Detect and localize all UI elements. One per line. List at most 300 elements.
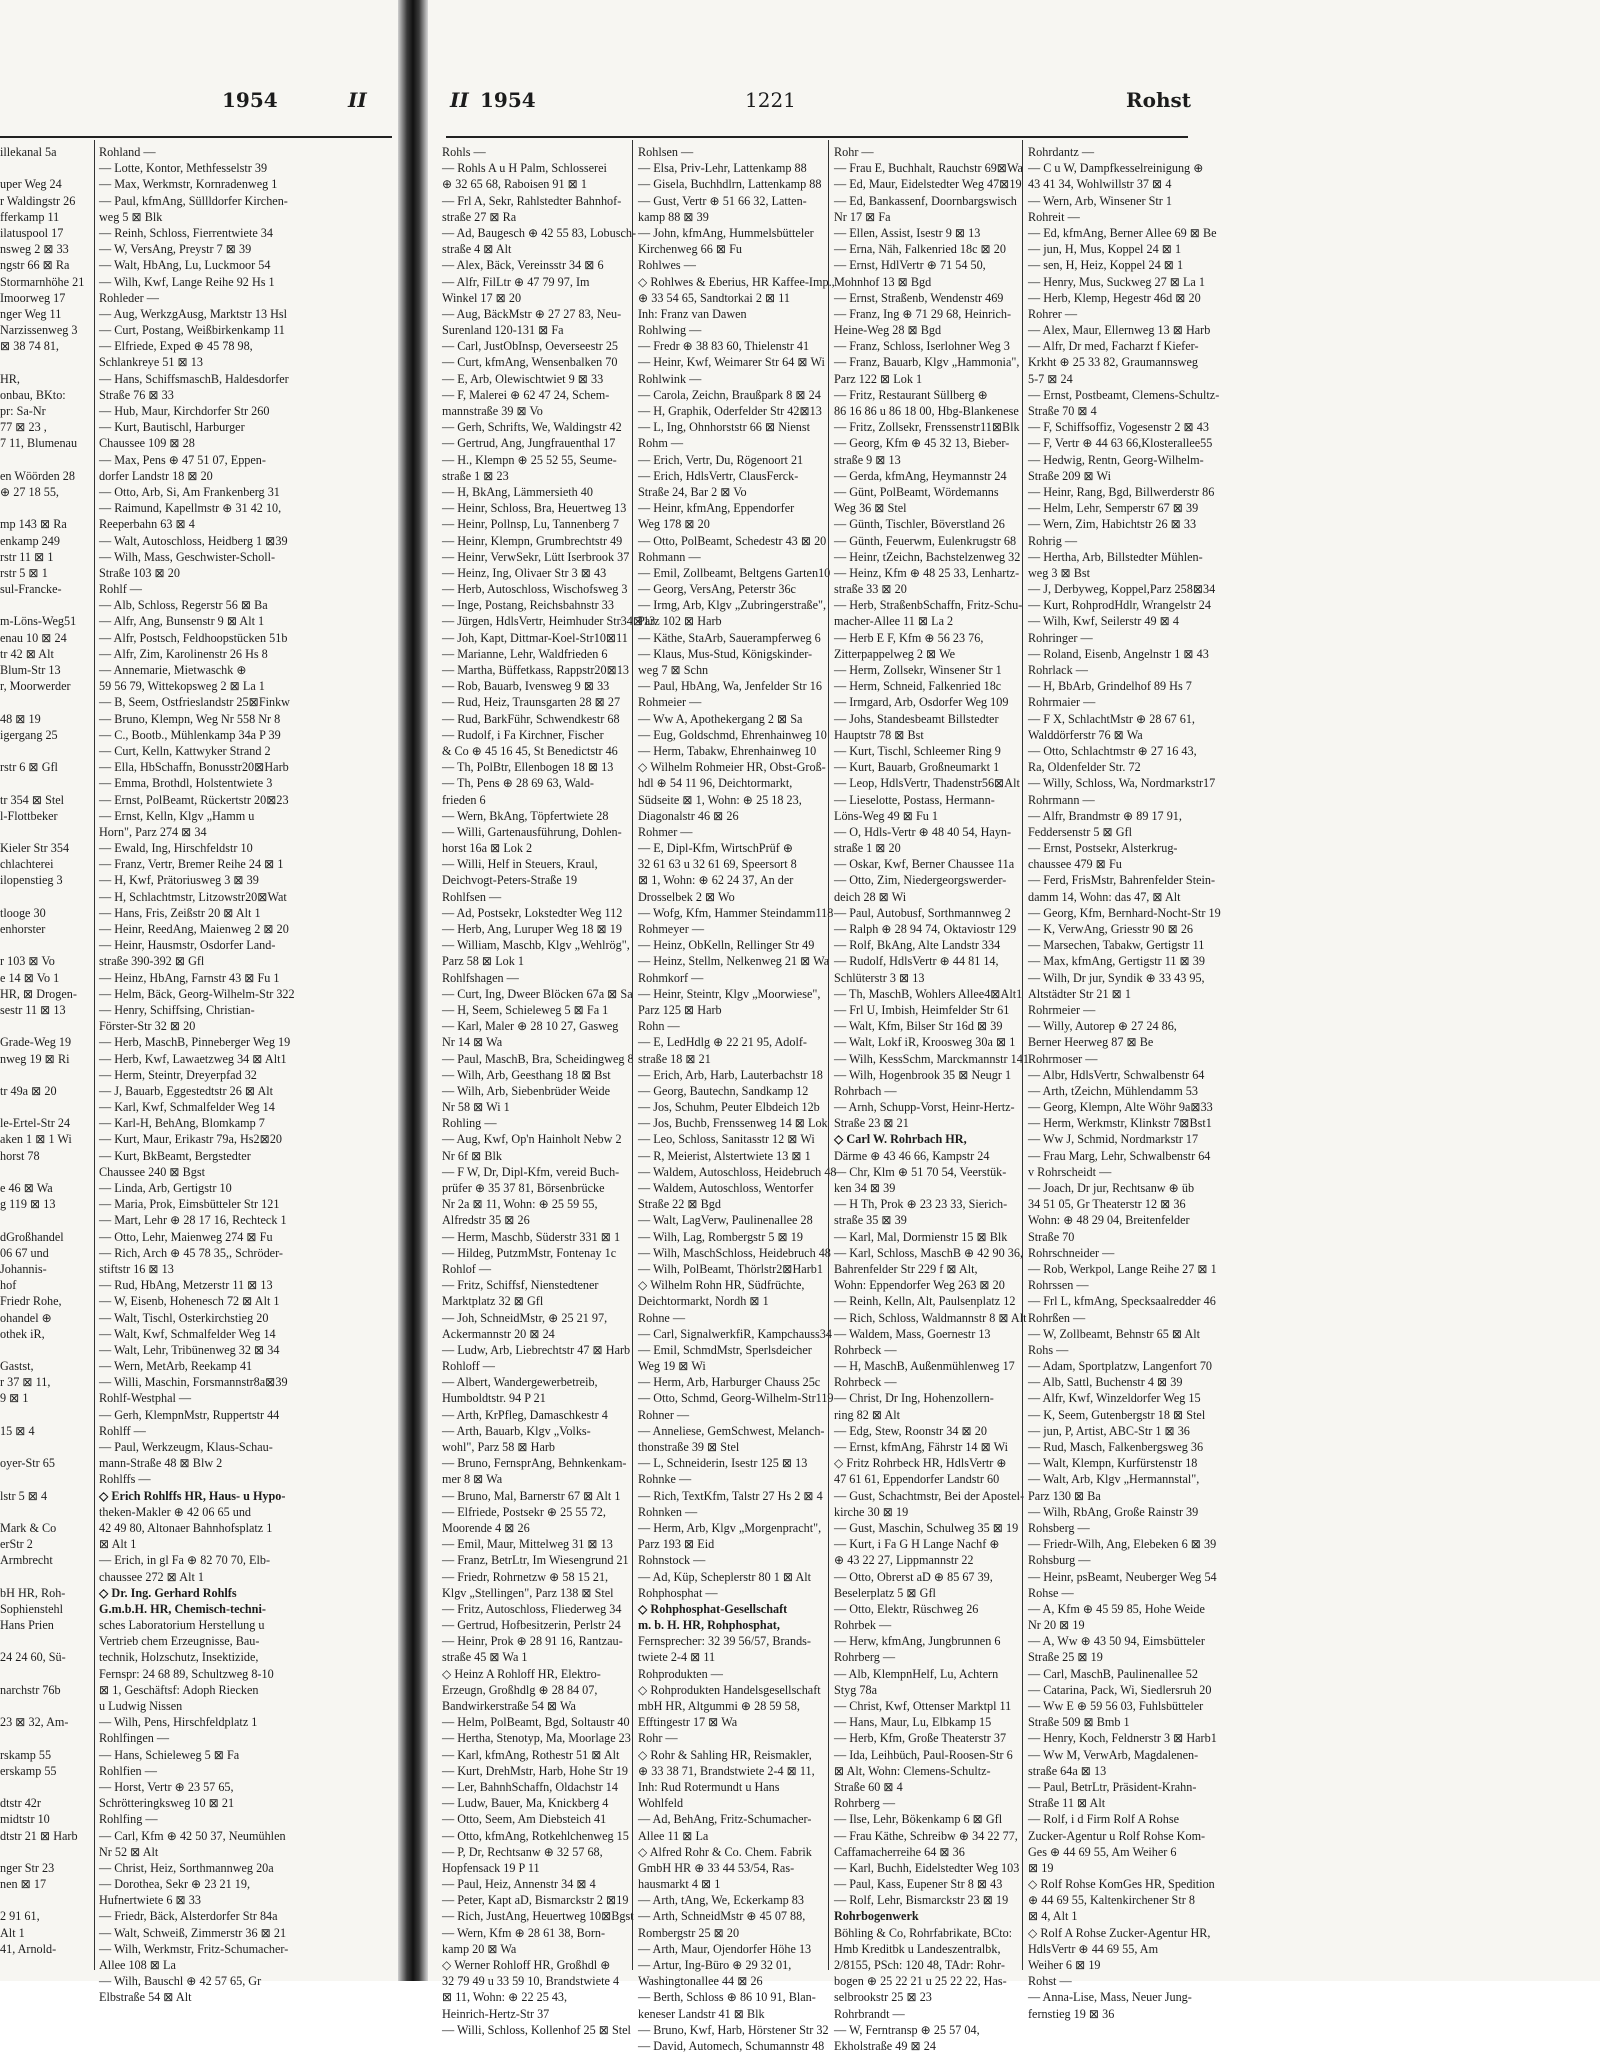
directory-entry-line: — A, Ww ⊕ 43 50 94, Eimsbütteler [1028,1634,1205,1649]
directory-entry-line: straße 64a ⊠ 13 [1028,1763,1107,1778]
directory-entry-line: — Wilh, Pens, Hirschfeldplatz 1 [99,1715,258,1730]
directory-entry-line: Winkel 17 ⊠ 20 [442,290,522,305]
directory-entry-line: Rombergstr 25 ⊠ 20 [638,1925,740,1940]
directory-entry-line: horst 78 [0,1148,40,1163]
directory-entry-line: — Helm, PolBeamt, Bgd, Soltaustr 40 [442,1715,630,1730]
directory-entry-line: — Reinh, Kelln, Alt, Paulsenplatz 12 [834,1294,1016,1309]
directory-entry-line [0,775,92,791]
directory-entry-line: Beselerplatz 5 ⊠ Gfl [834,1585,936,1600]
directory-entry-line: 5-7 ⊠ 24 [1028,371,1073,386]
directory-entry-line: — Alfr, Zim, Karolinenstr 26 Hs 8 [99,646,268,661]
directory-entry-line: Bahrenfelder Str 229 f ⊠ Alt, [834,1261,978,1276]
directory-entry-line: ◇ Rolf A Rohse Zucker-Agentur HR, [1028,1925,1211,1940]
directory-entry-line: ⊠ 19 [1028,1860,1054,1875]
directory-entry-line: — Joach, Dr jur, Rechtsanw ⊕ üb [1028,1181,1195,1195]
directory-entry-line: — Fritz, Zollsekr, Frenssenstr11⊠Blk [834,420,1020,435]
directory-entry-line: Straße 76 ⊠ 33 [99,387,174,402]
column-separator [828,140,829,1970]
directory-entry-line: Berner Heerweg 87 ⊠ Be [1028,1035,1154,1050]
directory-entry-line: Grade-Weg 19 [0,1035,72,1050]
directory-entry-line: — Erich, Vertr, Du, Rögenoort 21 [638,452,804,467]
directory-entry-line: — Herm, Zollsekr, Winsener Str 1 [834,663,1002,677]
directory-entry-line: 41, Arnold- [0,1941,57,1956]
directory-entry-line: 06 67 und [0,1245,49,1260]
directory-entry-line: — Heinz, ObKelln, Rellinger Str 49 [638,938,815,953]
directory-entry-line: — L, Ing, Ohnhorststr 66 ⊠ Nienst [638,420,811,435]
directory-entry-line: — Heinr, Pollnsp, Lu, Tannenberg 7 [442,517,619,532]
directory-entry-line: Rohrig — [1028,533,1078,548]
directory-entry-line: — Ler, BahnhSchaffn, Oldachstr 14 [442,1779,618,1794]
directory-entry-line: — K, Seem, Gutenbergstr 18 ⊠ Stel [1028,1407,1206,1422]
directory-entry-line: 15 ⊠ 4 [0,1423,35,1438]
directory-entry-line: — Ernst, PolBeamt, Rückertstr 20⊠23 [99,792,289,807]
directory-entry-line: straße 390-392 ⊠ Gfl [99,954,205,969]
directory-entry-line: dtstr 21 ⊠ Harb [0,1828,78,1843]
directory-entry-line: — Georg, Klempn, Alte Wöhr 9a⊠33 [1028,1100,1213,1115]
directory-entry-line: ⊠ 38 74 81, [0,339,59,354]
directory-entry-line: — Heinr, VerwSekr, Lütt Iserbrook 37 [442,549,630,564]
directory-entry-line: Rohlfien — [99,1763,157,1778]
directory-entry-line: Bandwirkerstraße 54 ⊠ Wa [442,1699,576,1713]
directory-entry-line: — F W, Dr, Dipl-Kfm, vereid Buch- [442,1164,620,1179]
directory-entry-line: — C u W, Dampfkesselreinigung ⊕ [1028,161,1204,176]
directory-entry-line: — Ellen, Assist, Isestr 9 ⊠ 13 [834,225,981,240]
left-page-year: 1954 [222,88,278,112]
directory-entry-line: Horn", Parz 274 ⊠ 34 [99,824,207,839]
directory-entry-line: — Gertrud, Hofbesitzerin, Perlstr 24 [442,1618,621,1633]
directory-entry-line: — Herm, Arb, Klgv „Morgenpracht", [638,1520,822,1535]
directory-entry-line: Rohse — [1028,1585,1074,1600]
directory-entry-line: — Ad, Postsekr, Lokstedter Weg 112 [442,905,623,920]
directory-entry-line: Alfredstr 35 ⊠ 26 [442,1213,530,1228]
directory-entry-line: — Karl, Schloss, MaschB ⊕ 42 90 36, [834,1245,1023,1260]
directory-entry-line: — Kurt, Bautischl, Harburger [99,420,245,435]
directory-entry-line [0,1892,92,1908]
directory-entry-line: ⊕ 44 69 55, Kaltenkirchener Str 8 [1028,1893,1195,1908]
directory-entry-line: — Rud, HbAng, Metzerstr 11 ⊠ 13 [99,1278,273,1293]
directory-entry-line: — Karl, Mal, Dormienstr 15 ⊠ Blk [834,1229,1008,1244]
directory-entry-line: Böhling & Co, Rohrfabrikate, BCto: [834,1925,1013,1940]
directory-entry-line [0,1779,92,1795]
directory-entry-line: — Wern, Kfm ⊕ 28 61 38, Born- [442,1925,606,1940]
directory-entry-line: le-Ertel-Str 24 [0,1116,71,1131]
directory-entry-line: — Frl U, Imbish, Heimfelder Str 61 [834,1002,1010,1017]
directory-entry-line: l-Flottbeker [0,808,58,823]
directory-entry-line: — Marsechen, Tabakw, Gertigstr 11 [1028,938,1205,953]
directory-entry-line: v Rohrscheidt — [1028,1164,1112,1179]
directory-entry-line: — Gertrud, Ang, Jungfrauenthal 17 [442,436,616,451]
directory-entry-line: — W, VersAng, Preystr 7 ⊠ 39 [99,242,252,257]
directory-entry-line: Nr 2a ⊠ 11, Wohn: ⊕ 25 59 55, [442,1197,598,1212]
directory-entry-line: illekanal 5a [0,145,57,159]
directory-entry-line: kamp 88 ⊠ 39 [638,209,709,224]
directory-entry-line: ◇ Rohr & Sahling HR, Reismakler, [638,1747,812,1762]
directory-entry-line: Rohst — [1028,1974,1072,1989]
directory-entry-line: — A, Kfm ⊕ 45 59 85, Hohe Weide [1028,1601,1205,1616]
directory-entry-line: Parz 130 ⊠ Ba [1028,1488,1101,1503]
directory-entry-line: straße 4 ⊠ Alt [442,242,512,257]
directory-entry-line: — H, Kwf, Prätoriusweg 3 ⊠ 39 [99,873,259,888]
directory-entry-line: Rohlof — [442,1261,492,1276]
directory-entry-line: — Herb, Kwf, Lawaetzweg 34 ⊠ Alt1 [99,1051,287,1066]
directory-entry-line: — Walt, Lokf iR, Kroosweg 30a ⊠ 1 [834,1035,1016,1050]
directory-entry-line [0,1504,92,1520]
directory-entry-line [0,1569,92,1585]
directory-entry-line: straße 18 ⊠ 21 [638,1051,711,1066]
directory-entry-line: lstr 5 ⊠ 4 [0,1488,48,1503]
directory-entry-line: 32 61 63 u 32 61 69, Speersort 8 [638,857,797,872]
directory-entry-line: — Henry, Mus, Suckweg 27 ⊠ La 1 [1028,274,1205,289]
directory-entry-line: Efftingestr 17 ⊠ Wa [638,1715,738,1730]
directory-entry-line: ◇ Werner Rohloff HR, Großhdl ⊕ [442,1958,611,1972]
directory-entry-line: — Carl, MaschB, Paulinenallee 52 [1028,1666,1198,1681]
directory-entry-line: — Hertha, Arb, Billstedter Mühlen- [1028,549,1203,564]
directory-entry-line: Rohnken — [638,1504,698,1519]
directory-entry-line: keneser Landstr 41 ⊠ Blk [638,2006,765,2021]
directory-entry-line: Chaussee 109 ⊠ 28 [99,436,195,451]
directory-entry-line: bH HR, Roh- [0,1585,66,1600]
directory-entry-line: Imoorweg 17 [0,290,66,305]
directory-entry-line: ⊠ Alt, Wohn: Clemens-Schultz- [834,1763,991,1778]
directory-entry-line: mp 143 ⊠ Ra [0,517,67,532]
directory-entry-line: — Rob, Werkpol, Lange Reihe 27 ⊠ 1 [1028,1261,1217,1276]
directory-entry-line: enau 10 ⊠ 24 [0,630,67,645]
directory-entry-line: Blum-Str 13 [0,663,61,677]
directory-entry-line: — William, Maschb, Klgv „Wehlrög", [442,938,630,953]
directory-entry-line: 59 56 79, Wittekopsweg 2 ⊠ La 1 [99,679,265,694]
directory-entry-line: — Heinr, psBeamt, Neuberger Weg 54 [1028,1569,1217,1584]
directory-entry-line: Zitterpappelweg 2 ⊠ We [834,646,956,661]
directory-entry-line: — Gust, Vertr ⊕ 51 66 32, Latten- [638,193,807,208]
directory-entry-line: Rohlwes — [638,258,696,273]
directory-entry-line: Rohreit — [1028,209,1080,224]
directory-entry-line: erskamp 55 [0,1763,57,1778]
directory-entry-line: — Walt, Klempn, Kurfürstenstr 18 [1028,1456,1198,1471]
directory-entry-line: Rohlff — [99,1423,146,1438]
directory-entry-line: G.m.b.H. HR, Chemisch-techni- [99,1601,266,1616]
directory-entry-line [0,694,92,710]
directory-entry-line: Rohlfing — [99,1812,158,1827]
directory-entry-line: — Frau Käthe, Schreibw ⊕ 34 22 77, [834,1828,1018,1843]
directory-entry-line: — Erich, Arb, Harb, Lauterbachstr 18 [638,1067,823,1082]
directory-entry-line: Rohrmann — [1028,792,1095,807]
directory-entry-line: — W, Eisenb, Hohenesch 72 ⊠ Alt 1 [99,1294,280,1309]
column-right-1 [442,144,656,2038]
directory-entry-line [0,452,92,468]
directory-entry-line: — Heinr, tZeichn, Bachstelzenweg 32 [834,549,1021,564]
directory-entry-line: Kieler Str 354 [0,841,70,856]
directory-entry-line: chlachterei [0,857,54,872]
directory-entry-line: Altstädter Str 21 ⊠ 1 [1028,986,1131,1001]
directory-entry-line: — Alfr, Ang, Bunsenstr 9 ⊠ Alt 1 [99,614,265,629]
directory-entry-line: — Ed, kfmAng, Berner Allee 69 ⊠ Be [1028,225,1217,240]
directory-entry-line: tlooge 30 [0,905,46,920]
directory-entry-line [0,500,92,516]
directory-entry-line: — Bruno, FernsprAng, Behnkenkam- [442,1456,627,1471]
directory-entry-line: Rohrbach — [834,1083,897,1098]
directory-entry-line [0,1342,92,1358]
directory-entry-line: hausmarkt 4 ⊠ 1 [638,1877,721,1892]
directory-entry-line: ⊠ 1, Geschäftsf: Adoph Riecken [99,1682,259,1697]
directory-entry-line: Allee 108 ⊠ La [99,1958,176,1972]
directory-entry-line: — Rich, JustAng, Heuertweg 10⊠Bgst [442,1909,634,1924]
left-page [0,0,398,2005]
directory-entry-line: — P, Dr, Rechtsanw ⊕ 32 57 68, [442,1844,603,1859]
directory-entry-line: u Ludwig Nissen [99,1699,183,1713]
directory-entry-line: HR, ⊠ Drogen- [0,986,77,1001]
directory-entry-line: weg 3 ⊠ Bst [1028,565,1091,580]
directory-entry-line: — Anneliese, GemSchwest, Melanch- [638,1423,825,1438]
directory-entry-line: — Erich, HdlsVertr, ClausFerck- [638,468,799,483]
directory-entry-line: Caffamacherreihe 64 ⊠ 36 [834,1844,965,1859]
directory-entry-line: — B, Seem, Ostfrieslandstr 25⊠Finkw [99,695,290,710]
directory-entry-line: — Gust, Schachtmstr, Bei der Apostel- [834,1488,1025,1503]
directory-entry-line: — E, Arb, Olewischtwiet 9 ⊠ 33 [442,371,604,386]
directory-entry-line: g 119 ⊠ 13 [0,1197,56,1212]
directory-entry-line: kirche 30 ⊠ 19 [834,1504,909,1519]
directory-entry-line: Parz 125 ⊠ Harb [638,1002,722,1017]
directory-entry-line: — Bruno, Mal, Barnerstr 67 ⊠ Alt 1 [442,1488,621,1503]
directory-entry-line: — Maria, Prok, Eimsbütteler Str 121 [99,1197,280,1212]
directory-entry-line: — Leop, HdlsVertr, Thadenstr56⊠Alt [834,776,1020,791]
directory-entry-line: Narzissenweg 3 [0,323,78,338]
directory-entry-line: pr: Sa-Nr [0,404,46,418]
directory-entry-line: mbH HR, Altgummi ⊕ 28 59 58, [638,1699,800,1713]
directory-entry-line: — Max, Werkmstr, Kornradenweg 1 [99,177,278,192]
directory-entry-line: Humboldtstr. 94 P 21 [442,1391,546,1406]
directory-entry-line: — Hans, Maur, Lu, Elbkamp 15 [834,1715,992,1730]
directory-entry-line: Hopfensack 19 P 11 [442,1860,540,1875]
directory-entry-line: Straße 209 ⊠ Wi [1028,468,1111,483]
directory-entry-line: — Christ, Heiz, Sorthmannweg 20a [99,1860,274,1875]
directory-entry-line: Rohrberg — [834,1796,896,1811]
directory-entry-line: Stormarnhöhe 21 [0,274,85,289]
directory-entry-line: — Rolf, Lehr, Bismarckstr 23 ⊠ 19 [834,1893,1009,1908]
directory-entry-line: — Arth, tAng, We, Eckerkamp 83 [638,1893,804,1908]
directory-entry-line: — Joh, Kapt, Dittmar-Koel-Str10⊠11 [442,630,628,645]
directory-entry-line: — Otto, Seem, Am Diebsteich 41 [442,1812,607,1827]
directory-entry-line: — Aug, WerkzgAusg, Marktstr 13 Hsl [99,306,288,321]
directory-entry-line: ⊕ 33 54 65, Sandtorkai 2 ⊠ 11 [638,290,790,305]
directory-entry-line: — Carola, Zeichn, Braußpark 8 ⊠ 24 [638,387,821,402]
directory-entry-line: — Lieselotte, Postass, Hermann- [834,792,995,807]
directory-entry-line: Diagonalstr 46 ⊠ 26 [638,808,739,823]
directory-entry-line: — Karl-H, BehAng, Blomkamp 7 [99,1116,265,1131]
page-keyword: Rohst [1126,88,1191,112]
directory-entry-line: — Emma, Brothdl, Holstentwiete 3 [99,776,273,791]
directory-entry-line: chaussee 479 ⊠ Fu [1028,857,1122,872]
directory-entry-line [0,1164,92,1180]
directory-entry-line [0,1407,92,1423]
directory-entry-line: — H, BkAng, Lämmersieth 40 [442,484,593,499]
directory-entry-line: — Th, PolBtr, Ellenbogen 18 ⊠ 13 [442,760,614,775]
directory-entry-line: — Heinr, Steintr, Klgv „Moorwiese", [638,986,821,1001]
directory-entry-line: — Jos, Schuhm, Peuter Elbdeich 12b [638,1100,820,1115]
directory-entry-line: — Ernst, Postbeamt, Clemens-Schultz- [1028,387,1220,402]
directory-entry-line: ◇ Wilhelm Rohn HR, Südfrüchte, [638,1278,805,1293]
directory-entry-line: Rohrbek — [834,1618,892,1633]
directory-entry-line: GmbH HR ⊕ 33 44 53/54, Ras- [638,1860,795,1875]
directory-entry-line: — Linda, Arb, Gertigstr 10 [99,1181,232,1195]
directory-entry-line: Rohsberg — [1028,1520,1090,1535]
directory-entry-line: — Herb, MaschB, Pinneberger Weg 19 [99,1035,291,1050]
directory-entry-line: weg 5 ⊠ Blk [99,209,163,224]
column-right-3 [834,144,1029,2054]
directory-entry-line: — H, BbArb, Grindelhof 89 Hs 7 [1028,679,1192,694]
directory-entry-line: — Hub, Maur, Kirchdorfer Str 260 [99,404,270,418]
directory-entry-line: — Rud, Heiz, Traunsgarten 28 ⊠ 27 [442,695,621,710]
directory-entry-line: ◇ Fritz Rohrbeck HR, HdlsVertr ⊕ [834,1456,1007,1471]
directory-entry-line: — Rich, Arch ⊕ 45 78 35,, Schröder- [99,1245,283,1260]
directory-entry-line: Nr 58 ⊠ Wi 1 [442,1100,510,1115]
directory-entry-line: HdlsVertr ⊕ 44 69 55, Am [1028,1941,1159,1956]
directory-entry-line: — Rich, TextKfm, Talstr 27 Hs 2 ⊠ 4 [638,1488,823,1503]
directory-entry-line: Parz 58 ⊠ Lok 1 [442,954,524,969]
directory-entry-line [0,824,92,840]
directory-entry-line: Rohrer — [1028,306,1078,321]
directory-entry-line: Gastst, [0,1359,34,1374]
directory-entry-line: Hufnertwiete 6 ⊠ 33 [99,1893,201,1908]
directory-entry-line: en Wöörden 28 [0,468,75,483]
directory-entry-line: — Herb, StraßenbSchaffn, Fritz-Schu- [834,598,1023,613]
directory-entry-line: — Fritz, Schiffsf, Nienstedtener [442,1278,599,1293]
directory-entry-line: Zucker-Agentur u Rolf Rohse Kom- [1028,1828,1206,1843]
directory-entry-line: Ekholstraße 49 ⊠ 24 [834,2038,936,2053]
directory-entry-line: — Ww M, VerwArb, Magdalenen- [1028,1747,1199,1762]
directory-entry-line: Surenland 120-131 ⊠ Fa [442,323,564,338]
directory-entry-line: Styg 78a [834,1682,877,1697]
directory-entry-line: Fernspr: 24 68 89, Schultzweg 8-10 [99,1666,274,1681]
directory-entry-line: — Roland, Eisenb, Angelnstr 1 ⊠ 43 [1028,646,1209,661]
directory-entry-line: — Alfr, Kwf, Winzeldorfer Weg 15 [1028,1391,1201,1406]
directory-entry-line: Rohrbrandt — [834,2006,905,2021]
directory-entry-line: ◇ Erich Rohlffs HR, Haus- u Hypo- [99,1488,286,1503]
directory-entry-line: Rohrmeier — [1028,1002,1096,1017]
directory-entry-line: — Albert, Wandergewerbetreib, [442,1375,598,1390]
directory-entry-line: — Otto, PolBeamt, Schedestr 43 ⊠ 20 [638,533,827,548]
directory-entry-line: r Waldingstr 26 [0,193,76,208]
directory-entry-line: mer 8 ⊠ Wa [442,1472,503,1487]
directory-entry-line: Rohmann — [638,549,701,564]
directory-entry-line: r 103 ⊠ Vo [0,954,55,969]
directory-entry-line: — Wilh, Kwf, Seilerstr 49 ⊠ 4 [1028,614,1179,629]
directory-entry-line: Sophienstehl [0,1601,63,1616]
directory-entry-line: straße 33 ⊠ 20 [834,582,907,597]
directory-entry-line: Rohringer — [1028,630,1093,645]
directory-entry-line: — Herm, Arb, Harburger Chauss 25c [638,1375,821,1390]
directory-entry-line: straße 9 ⊠ 13 [834,452,901,467]
directory-entry-line: — Hertha, Stenotyp, Ma, Moorlage 23 [442,1731,631,1746]
directory-entry-line: — Hans, Fris, Zeißstr 20 ⊠ Alt 1 [99,905,261,920]
directory-entry-line: — Frl L, kfmAng, Specksaalredder 46 [1028,1294,1216,1309]
directory-entry-line [0,1471,92,1487]
directory-entry-line: — C., Bootb., Mühlenkamp 34a P 39 [99,727,281,742]
directory-entry-line: — Erna, Näh, Falkenried 18c ⊠ 20 [834,242,1006,257]
directory-entry-line: Rohlfingen — [99,1731,170,1746]
directory-entry-line: hdl ⊕ 54 11 96, Deichtormarkt, [638,776,793,791]
directory-entry-line: Rohlffs — [99,1472,151,1487]
directory-entry-line: — Artur, Ing-Büro ⊕ 29 32 01, [638,1958,792,1972]
directory-entry-line: ⊠ 11, Wohn: ⊕ 22 25 43, [442,1990,568,2005]
directory-entry-line [0,889,92,905]
directory-entry-line: — Georg, Bautechn, Sandkamp 12 [638,1083,809,1098]
directory-entry-line: HR, [0,371,20,386]
directory-entry-line: ⊕ 33 38 71, Brandstwiete 2-4 ⊠ 11, [638,1763,815,1778]
directory-entry-line: — Hildeg, PutzmMstr, Fontenay 1c [442,1245,617,1260]
directory-entry-line: — Gust, Maschin, Schulweg 35 ⊠ 19 [834,1520,1019,1535]
directory-entry-line [0,1844,92,1860]
directory-entry-line: Friedr Rohe, [0,1294,62,1309]
directory-entry-line: — J, Bauarb, Eggestedtstr 26 ⊠ Alt [99,1083,274,1098]
directory-entry-line: Rohlfsen — [442,889,502,904]
directory-entry-line: — Wilh, Dr jur, Syndik ⊕ 33 43 95, [1028,970,1205,985]
directory-entry-line: — Elsa, Priv-Lehr, Lattenkamp 88 [638,161,807,176]
directory-entry-line: theken-Makler ⊕ 42 06 65 und [99,1504,252,1519]
directory-entry-line: — Christ, Kwf, Ottenser Marktpl 11 [834,1699,1012,1713]
directory-entry-line: — Paul, kfmAng, Süllldorfer Kirchen- [99,193,288,208]
directory-entry-line: — Walt, Tischl, Osterkirchstieg 20 [99,1310,269,1325]
directory-entry-line: sul-Francke- [0,582,62,597]
directory-entry-line: — Waldem, Mass, Goernestr 13 [834,1326,991,1341]
directory-entry-line: stiftstr 16 ⊠ 13 [99,1261,174,1276]
directory-entry-line: Parz 102 ⊠ Harb [638,614,722,629]
directory-entry-line: — Emil, Maur, Mittelweg 31 ⊠ 13 [442,1537,613,1552]
directory-entry-line: — Heinr, ReedAng, Maienweg 2 ⊠ 20 [99,922,289,936]
directory-entry-line: — Kurt, i Fa G H Lange Nachf ⊕ [834,1537,1000,1552]
directory-entry-line: 32 79 49 u 33 59 10, Brandstwiete 4 [442,1974,620,1989]
directory-entry-line: — Willi, Schloss, Kollenhof 25 ⊠ Stel [442,2022,631,2037]
directory-entry-line: Rohmkorf — [638,970,704,985]
directory-entry-line: — Arnh, Schupp-Vorst, Heinr-Hertz- [834,1100,1015,1115]
directory-entry-line: — John, kfmAng, Hummelsbütteler [638,225,814,240]
directory-entry-line: Nr 52 ⊠ Alt [99,1844,159,1859]
directory-entry-line: Rohrlack — [1028,663,1088,677]
directory-entry-line: — Paul, Kass, Eupener Str 8 ⊠ 43 [834,1877,1003,1892]
directory-entry-line: Rohrssen — [1028,1278,1089,1293]
directory-entry-line: — Willi, Gartenausführung, Dohlen- [442,824,622,839]
directory-entry-line: dorfer Landstr 18 ⊠ 20 [99,468,213,483]
directory-entry-line: Moorende 4 ⊠ 26 [442,1520,530,1535]
directory-entry-line: Rohlf-Westphal — [99,1391,192,1406]
directory-entry-line: — Wilh, Werkmstr, Fritz-Schumacher- [99,1941,289,1956]
directory-entry-line: ◇ Carl W. Rohrbach HR, [834,1132,967,1147]
directory-entry-line [0,1018,92,1034]
directory-entry-line: — Wern, Arb, Winsener Str 1 [1028,193,1172,208]
directory-entry-line: — E, Dipl-Kfm, WirtschPrüf ⊕ [638,841,794,856]
directory-entry-line: — Bruno, Kwf, Harb, Hörstener Str 32 [638,2022,829,2037]
directory-entry-line: Straße 70 ⊠ 4 [1028,404,1097,418]
directory-entry-line: — Arth, SchneidMstr ⊕ 45 07 88, [638,1909,806,1924]
directory-entry-line: — Jos, Buchb, Frenssenweg 14 ⊠ Lok [638,1116,828,1131]
directory-entry-line: Deichtormarkt, Nordh ⊠ 1 [638,1294,769,1309]
directory-entry-line: — Arth, tZeichn, Mühlendamm 53 [1028,1083,1198,1098]
directory-entry-line: — Carl, Kfm ⊕ 42 50 37, Neumühlen [99,1828,286,1843]
directory-entry-line: Rohlwing — [638,323,702,338]
directory-entry-line: Elbstraße 54 ⊠ Alt [99,1990,192,2005]
directory-entry-line: — Kurt, Maur, Erikastr 79a, Hs2⊠20 [99,1132,283,1147]
directory-entry-line: — Lotte, Kontor, Methfesselstr 39 [99,161,268,176]
directory-entry-line [0,1212,92,1228]
directory-entry-line: — Friedr-Wilh, Ang, Elebeken 6 ⊠ 39 [1028,1537,1217,1552]
directory-entry-line: Krkht ⊕ 25 33 82, Graumannsweg [1028,355,1198,370]
directory-entry-line: — Karl, Maler ⊕ 28 10 27, Gasweg [442,1019,619,1034]
directory-entry-line: ◇ Rohphosphat-Gesellschaft [638,1601,788,1616]
directory-entry-line: Drosselbek 2 ⊠ Wo [638,889,735,904]
directory-entry-line: — Alex, Bäck, Vereinsstr 34 ⊠ 6 [442,258,604,273]
directory-entry-line: Weg 178 ⊠ 20 [638,517,710,532]
directory-entry-line: ⊕ 43 22 27, Lippmannstr 22 [834,1553,974,1568]
directory-entry-line: Armbrecht [0,1553,53,1568]
